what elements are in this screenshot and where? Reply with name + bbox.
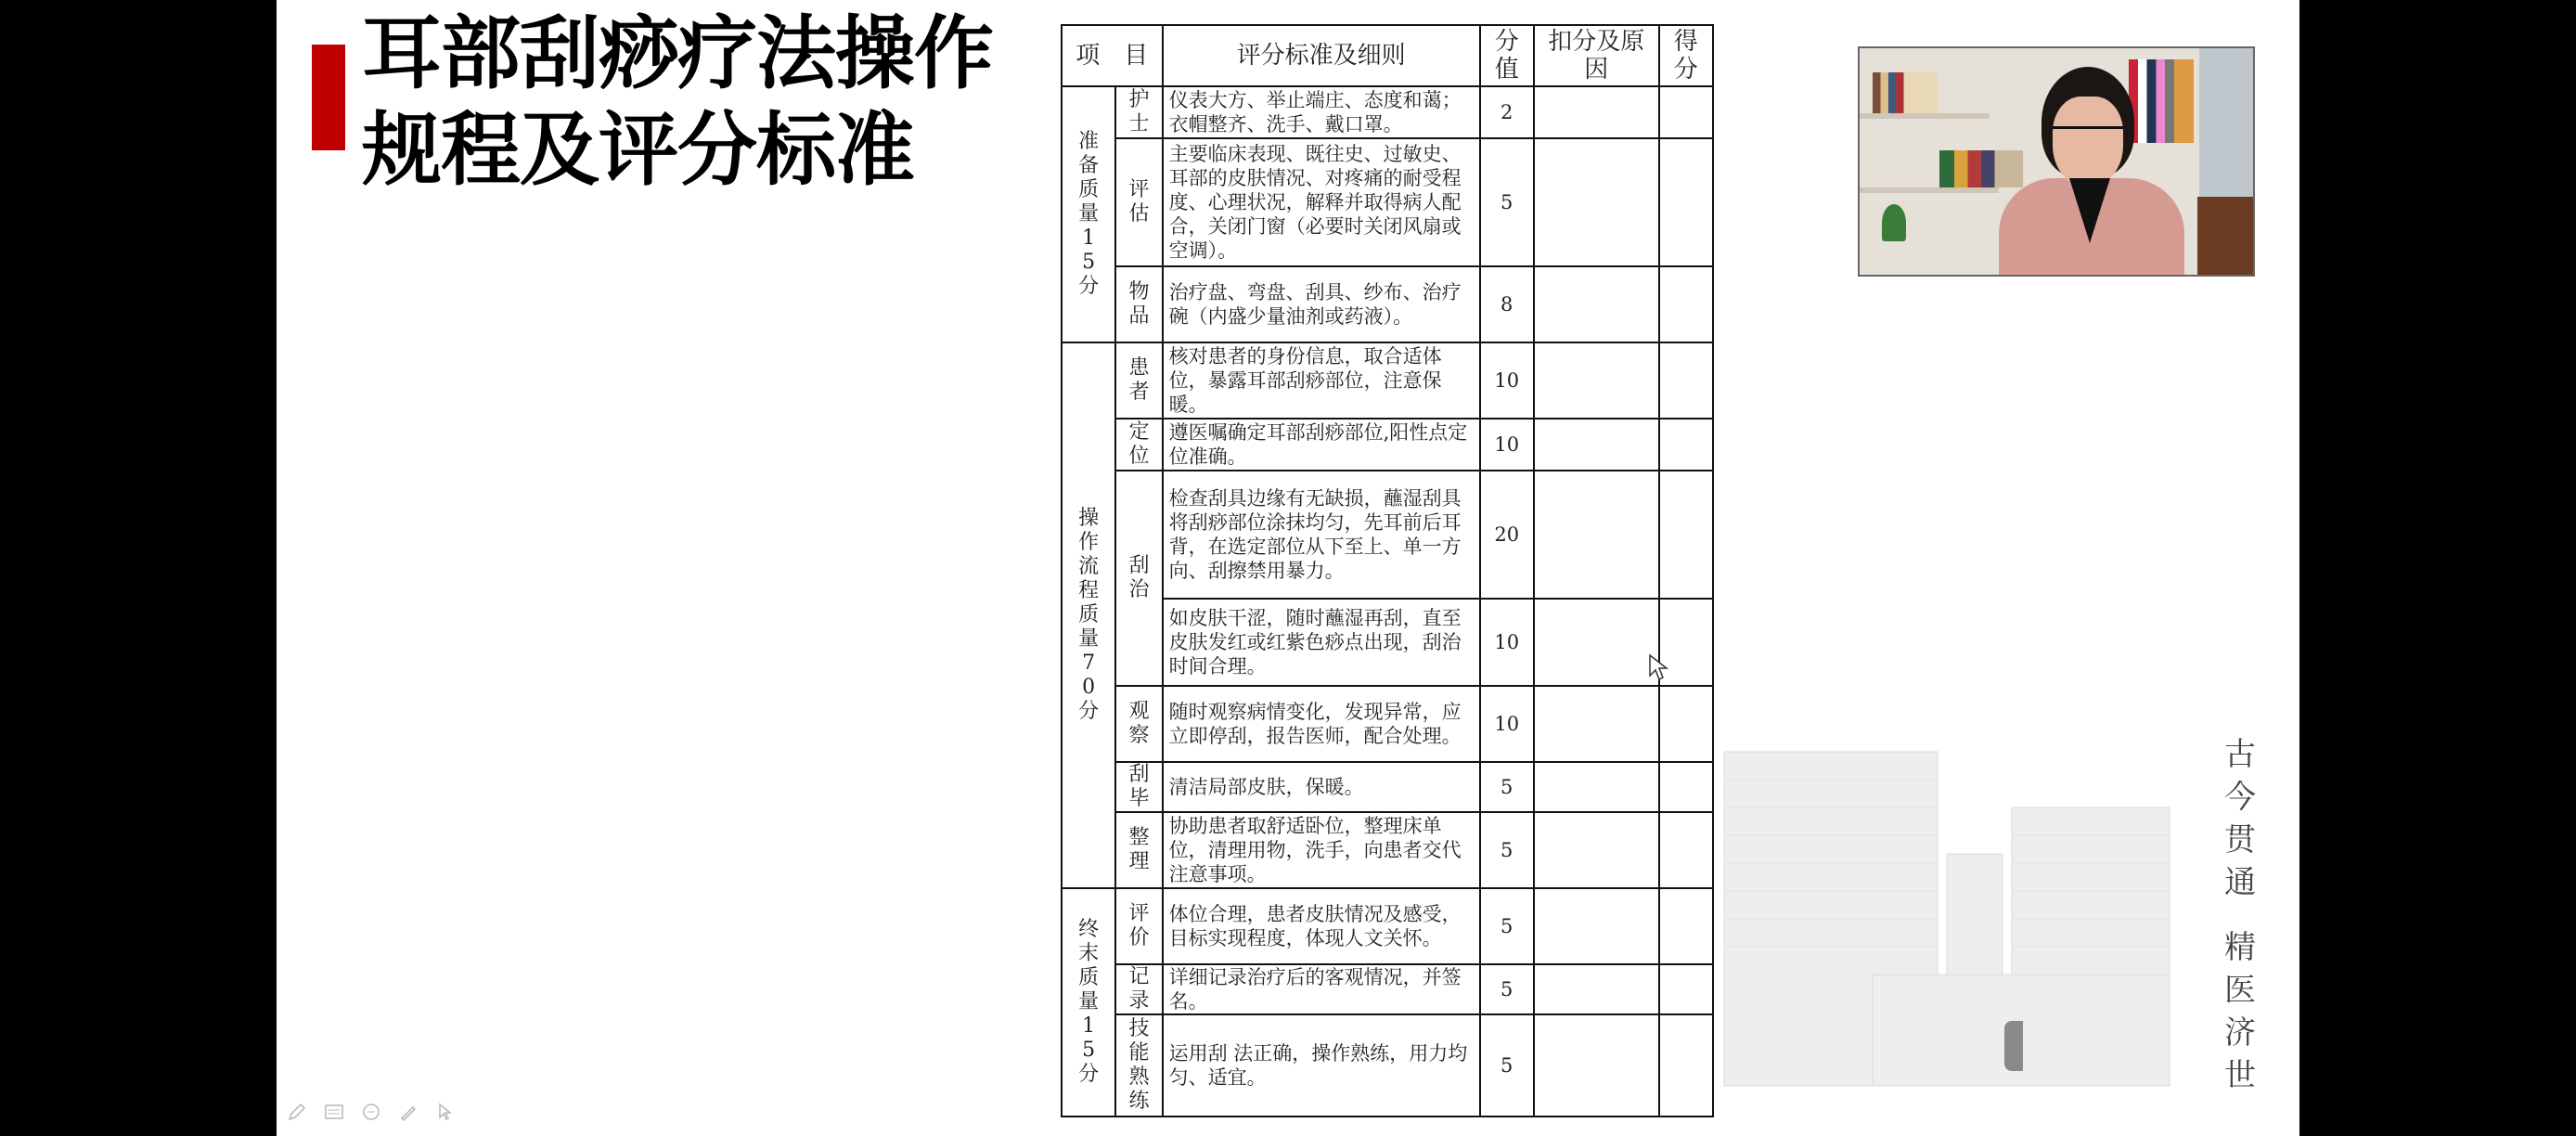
sub-item-label: 观察 bbox=[1115, 686, 1162, 762]
criteria-text: 随时观察病情变化，发现异常，应立即停刮，报告医师，配合处理。 bbox=[1163, 686, 1480, 762]
table-row bbox=[1062, 1014, 1713, 1117]
criteria-text: 治疗盘、弯盘、刮具、纱布、治疗碗（内盛少量油剂或药液）。 bbox=[1163, 266, 1480, 342]
title-line-1: 耳部刮痧疗法操作 bbox=[362, 7, 993, 100]
side-scroll-handle[interactable] bbox=[2004, 1021, 2023, 1071]
deduction-cell bbox=[1534, 888, 1659, 964]
books bbox=[2129, 59, 2194, 143]
presentation-toolbar bbox=[286, 1101, 457, 1123]
points-value: 10 bbox=[1480, 686, 1534, 762]
criteria-text: 协助患者取舒适卧位，整理床单位，清理用物，洗手，向患者交代注意事项。 bbox=[1163, 812, 1480, 888]
points-value: 20 bbox=[1480, 471, 1534, 599]
sub-item-label: 评价 bbox=[1115, 888, 1162, 964]
header-deduction: 扣分及原因 bbox=[1534, 25, 1659, 86]
header-criteria: 评分标准及细则 bbox=[1163, 25, 1480, 86]
slogan-line-2: 精医济世 bbox=[2224, 929, 2256, 1094]
table-row bbox=[1062, 812, 1713, 888]
deduction-cell bbox=[1534, 599, 1659, 686]
sub-item-label: 刮治 bbox=[1115, 471, 1162, 686]
sub-item-label: 评估 bbox=[1115, 138, 1162, 266]
sub-item-label: 刮毕 bbox=[1115, 762, 1162, 812]
points-value: 10 bbox=[1480, 342, 1534, 419]
slogan-vertical-text bbox=[2220, 733, 2260, 1097]
shelf-board bbox=[1860, 187, 1999, 193]
sub-item-label: 定位 bbox=[1115, 419, 1162, 471]
deduction-cell bbox=[1534, 471, 1659, 599]
presenter-glasses bbox=[2053, 126, 2123, 149]
furniture bbox=[2197, 197, 2253, 275]
criteria-text: 清洁局部皮肤，保暖。 bbox=[1163, 762, 1480, 812]
title-accent-bar bbox=[312, 45, 345, 150]
criteria-text: 详细记录治疗后的客观情况，并签名。 bbox=[1163, 964, 1480, 1014]
slide-title bbox=[362, 6, 1067, 199]
score-cell bbox=[1659, 86, 1713, 138]
table-row bbox=[1062, 686, 1713, 762]
sub-item-label: 技能熟练 bbox=[1115, 1014, 1162, 1117]
hospital-building-watermark bbox=[1706, 742, 2299, 1095]
points-value: 5 bbox=[1480, 812, 1534, 888]
deduction-cell bbox=[1534, 342, 1659, 419]
eraser-icon[interactable] bbox=[360, 1101, 382, 1123]
table-row bbox=[1062, 86, 1713, 138]
points-value: 10 bbox=[1480, 599, 1534, 686]
points-value: 5 bbox=[1480, 964, 1534, 1014]
title-line-2: 规程及评分标准 bbox=[362, 104, 914, 197]
deduction-cell bbox=[1534, 1014, 1659, 1117]
criteria-text: 主要临床表现、既往史、过敏史、耳部的皮肤情况、对疼痛的耐受程度、心理状况，解释并取得病人配合，关闭门窗（必要时关闭风扇或空调）。 bbox=[1163, 138, 1480, 266]
sub-item-label: 护士 bbox=[1115, 86, 1162, 138]
books bbox=[1939, 150, 2023, 187]
points-value: 5 bbox=[1480, 138, 1534, 266]
points-value: 5 bbox=[1480, 1014, 1534, 1117]
table-header-row bbox=[1062, 25, 1713, 86]
sub-item-label: 整理 bbox=[1115, 812, 1162, 888]
table-row bbox=[1062, 266, 1713, 342]
section-label-process: 操作流程质量70分 bbox=[1062, 342, 1115, 888]
score-cell bbox=[1659, 419, 1713, 471]
sub-item-label: 患者 bbox=[1115, 342, 1162, 419]
deduction-cell bbox=[1534, 686, 1659, 762]
criteria-text: 遵医嘱确定耳部刮痧部位,阳性点定位准确。 bbox=[1163, 419, 1480, 471]
deduction-cell bbox=[1534, 266, 1659, 342]
shelf-board bbox=[1860, 113, 1990, 119]
header-item: 项 目 bbox=[1062, 25, 1163, 86]
deduction-cell bbox=[1534, 964, 1659, 1014]
criteria-text: 如皮肤干涩，随时蘸湿再刮，直至皮肤发红或红紫色痧点出现，刮治时间合理。 bbox=[1163, 599, 1480, 686]
table-row bbox=[1062, 471, 1713, 599]
criteria-text: 仪表大方、举止端庄、态度和蔼；衣帽整齐、洗手、戴口罩。 bbox=[1163, 86, 1480, 138]
score-cell bbox=[1659, 266, 1713, 342]
points-value: 5 bbox=[1480, 762, 1534, 812]
points-value: 5 bbox=[1480, 888, 1534, 964]
deduction-cell bbox=[1534, 86, 1659, 138]
criteria-text: 运用刮 法正确，操作熟练，用力均匀、适宜。 bbox=[1163, 1014, 1480, 1117]
slides-icon[interactable] bbox=[323, 1101, 345, 1123]
points-value: 8 bbox=[1480, 266, 1534, 342]
points-value: 10 bbox=[1480, 419, 1534, 471]
webcam-video-feed[interactable] bbox=[1858, 46, 2255, 277]
mouse-cursor-icon bbox=[1648, 653, 1668, 681]
table-row bbox=[1062, 342, 1713, 419]
criteria-text: 核对患者的身份信息，取合适体位，暴露耳部刮痧部位，注意保暖。 bbox=[1163, 342, 1480, 419]
section-label-final: 终末质量15分 bbox=[1062, 888, 1115, 1117]
sub-item-label: 物品 bbox=[1115, 266, 1162, 342]
deduction-cell bbox=[1534, 419, 1659, 471]
score-cell bbox=[1659, 342, 1713, 419]
pointer-icon[interactable] bbox=[434, 1101, 457, 1123]
score-cell bbox=[1659, 471, 1713, 599]
table-row bbox=[1062, 888, 1713, 964]
criteria-text: 体位合理，患者皮肤情况及感受，目标实现程度，体现人文关怀。 bbox=[1163, 888, 1480, 964]
table-row bbox=[1062, 762, 1713, 812]
presentation-slide bbox=[277, 0, 2299, 1136]
sub-item-label: 记录 bbox=[1115, 964, 1162, 1014]
table-row bbox=[1062, 964, 1713, 1014]
criteria-text: 检查刮具边缘有无缺损，蘸湿刮具将刮痧部位涂抹均匀，先耳前后耳背，在选定部位从下至上、单一方向、刮擦禁用暴力。 bbox=[1163, 471, 1480, 599]
scoring-table bbox=[1061, 24, 1714, 1117]
table-row bbox=[1062, 419, 1713, 471]
score-cell bbox=[1659, 138, 1713, 266]
deduction-cell bbox=[1534, 812, 1659, 888]
books bbox=[1873, 72, 1938, 113]
points-value: 2 bbox=[1480, 86, 1534, 138]
header-score: 得分 bbox=[1659, 25, 1713, 86]
deduction-cell bbox=[1534, 762, 1659, 812]
deduction-cell bbox=[1534, 138, 1659, 266]
header-points: 分值 bbox=[1480, 25, 1534, 86]
slogan-line-1: 古今贯通 bbox=[2224, 736, 2256, 901]
table-row bbox=[1062, 138, 1713, 266]
plant bbox=[1882, 204, 1906, 241]
section-label-preparation: 准备质量15分 bbox=[1062, 86, 1115, 342]
highlighter-icon[interactable] bbox=[397, 1101, 419, 1123]
pen-icon[interactable] bbox=[286, 1101, 308, 1123]
